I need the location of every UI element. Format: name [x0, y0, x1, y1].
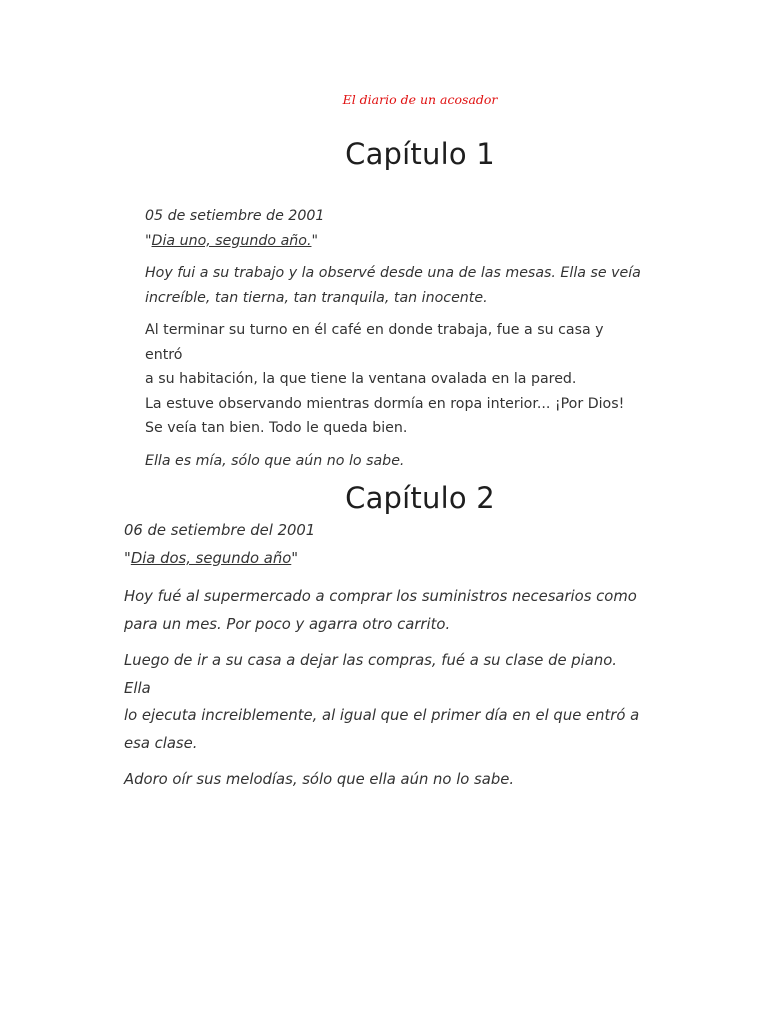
chapter-1-paragraph-1-line-2: increíble, tan tierna, tan tranquila, tan inocente.: [145, 289, 488, 306]
chapter-2-subtitle-line: [124, 545, 644, 573]
chapter-1-body: [145, 204, 645, 473]
chapter-1-paragraph-2-line-3: La estuve observando mientras dormía en ropa interior... ¡Por Dios!: [145, 395, 625, 412]
chapter-2-paragraph-1-line-1: Hoy fué al supermercado a comprar los suministros necesarios como: [124, 588, 637, 605]
chapter-2-date: 06 de setiembre del 2001: [124, 522, 316, 539]
chapter-1-subtitle: Dia uno, segundo año.: [151, 232, 312, 249]
quote-open: ": [145, 232, 152, 249]
chapter-2-paragraph-2-line-3: esa clase.: [124, 734, 198, 752]
chapter-2-subtitle: Dia dos, segundo año: [130, 549, 292, 567]
chapter-2-paragraph-1-line-2: para un mes. Por poco y agarra otro carrito.: [124, 615, 451, 633]
quote-close: ": [311, 232, 318, 249]
chapter-2-body: [124, 517, 644, 794]
chapter-1-paragraph-2-line-2: a su habitación, la que tiene la ventana ovalada en la pared.: [145, 371, 577, 387]
chapter-1-paragraph-2-line-1: Al terminar su turno en él café en donde trabaja, fue a su casa y entró: [145, 322, 604, 363]
chapter-1-paragraph-3: Ella es mía, sólo que aún no lo sabe.: [145, 452, 405, 469]
quote-close: ": [291, 549, 299, 567]
chapter-2-paragraph-3: Adoro oír sus melodías, sólo que ella aún no lo sabe.: [124, 771, 515, 788]
chapter-1-paragraph-2-line-4: Se veía tan bien. Todo le queda bien.: [145, 420, 408, 436]
quote-open: ": [124, 549, 131, 567]
chapter-1-subtitle-line: [145, 229, 645, 254]
chapter-2-heading: Capítulo 2: [345, 481, 495, 515]
chapter-2-paragraph-2-line-2: lo ejecuta increiblemente, al igual que el primer día en el que entró a: [124, 707, 640, 724]
chapter-1-paragraph-1-line-1: Hoy fui a su trabajo y la observé desde una de las mesas. Ella se veía: [145, 265, 641, 281]
chapter-1-heading: Capítulo 1: [345, 137, 495, 171]
chapter-1-date: 05 de setiembre de 2001: [145, 208, 325, 224]
chapter-2-paragraph-2-line-1: Luego de ir a su casa a dejar las compras, fué a su clase de piano. Ella: [124, 652, 617, 697]
document-title: El diario de un acosador: [342, 92, 498, 107]
